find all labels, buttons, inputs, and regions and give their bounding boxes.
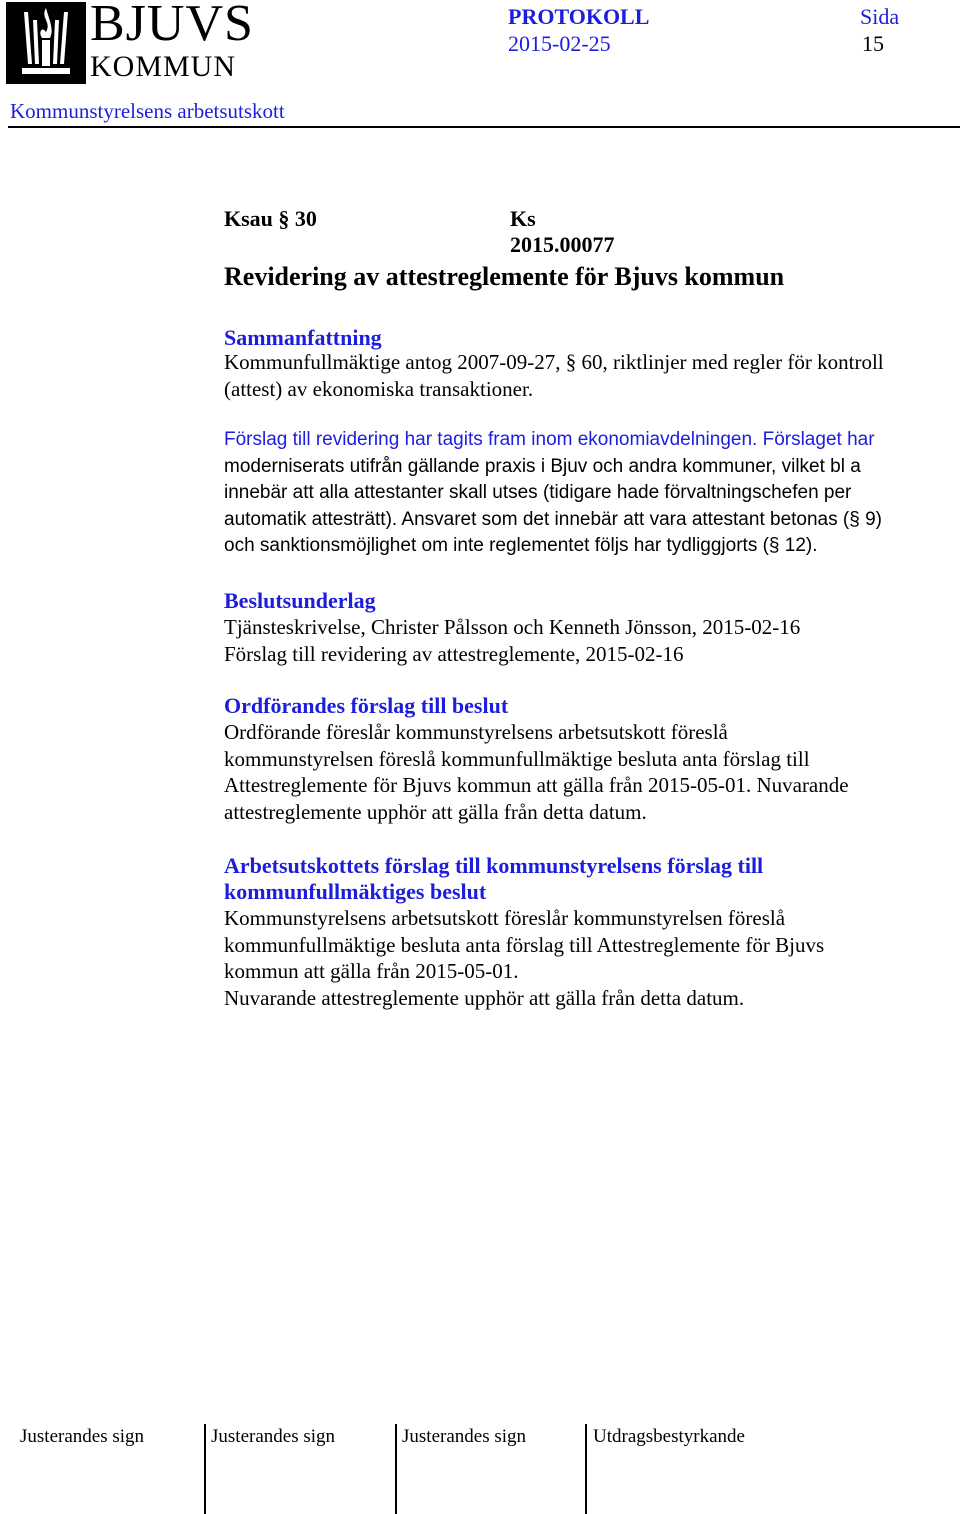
chair-proposal-line: attestreglemente upphör att gälla från detta datum. [224,799,647,824]
basis-heading: Beslutsunderlag [224,588,376,613]
logo-wordmark-bottom: KOMMUN [90,50,237,83]
chair-proposal-line: Attestreglemente för Bjuvs kommun att gälla från 2015-05-01. Nuvarande [224,773,849,797]
signature-label: Justerandes sign [211,1426,336,1447]
committee-proposal-line: kommun att gälla från 2015-05-01. [224,959,519,983]
signature-label: Justerandes sign [20,1426,145,1447]
torch-emblem-icon [6,2,86,84]
committee-proposal-line: Kommunstyrelsens arbetsutskott föreslår kommunstyrelsen föreslå [224,906,786,930]
summary-detail-line: automatik attesträtt). Ansvaret som det innebär att vara attestant betonas (§ 9) [224,508,882,530]
header-divider [8,126,960,128]
committee-proposal-line: kommunfullmäktige besluta anta förslag till Attestreglemente för Bjuvs [224,932,825,957]
signature-divider [204,1424,206,1514]
signature-label: Justerandes sign [402,1426,527,1447]
signature-divider [585,1424,587,1514]
summary-intro [224,349,954,402]
summary-detail-line: innebär att alla attestanter skall utses (tidigare hade förvaltningschefen per [224,482,852,503]
basis-item: Tjänsteskrivelse, Christer Pålsson och Kenneth Jönsson, 2015-02-16 [224,615,801,639]
case-line [224,206,615,257]
document-date: 2015-02-25 [508,31,611,56]
summary-intro-line: (attest) av ekonomiska transaktioner. [224,376,534,401]
page-label: Sida [860,4,900,29]
committee-proposal-text [224,905,954,1011]
basis-item: Förslag till revidering av attestreglemente, 2015-02-16 [224,641,684,666]
committee-proposal-heading [224,853,763,905]
case-reference: Ks 2015.00077 [510,206,615,257]
basis-list [224,614,954,667]
case-number: 30 [294,206,317,231]
page-number: 15 [862,31,884,56]
summary-detail [224,427,954,560]
signature-label: Utdragsbestyrkande [593,1426,745,1447]
organization-name: Kommunstyrelsens arbetsutskott [10,99,285,123]
document-type: PROTOKOLL [508,4,650,29]
signature-divider [395,1424,397,1514]
chair-proposal-line: kommunstyrelsen föreslå kommunfullmäktige besluta anta förslag till [224,746,810,771]
case-section: Ksau [224,206,273,231]
summary-detail-line: och sanktionsmöjlighet om inte reglementet följs har tydliggjorts (§ 12). [224,535,818,556]
logo-wordmark-top: BJUVS [90,0,254,52]
chair-proposal-heading: Ordförandes förslag till beslut [224,693,509,718]
summary-detail-line: moderniserats utifrån gällande praxis i Bjuv och andra kommuner, vilket bl a [224,455,861,477]
committee-heading-line: kommunfullmäktiges beslut [224,879,487,904]
chair-proposal-line: Ordförande föreslår kommunstyrelsens arbetsutskott föreslå [224,720,728,744]
committee-heading-line: Arbetsutskottets förslag till kommunstyrelsens förslag till [224,853,764,878]
section-sign: § [278,206,290,231]
committee-proposal-line: Nuvarande attestreglemente upphör att gälla från detta datum. [224,985,745,1010]
summary-heading: Sammanfattning [224,325,382,350]
page-title: Revidering av attestreglemente för Bjuvs kommun [224,262,785,291]
chair-proposal-text [224,719,954,825]
summary-detail-line: Förslag till revidering har tagits fram inom ekonomiavdelningen. Förslaget har [224,429,875,450]
municipality-logo [6,2,254,86]
summary-intro-line: Kommunfullmäktige antog 2007-09-27, § 60, riktlinjer med regler för kontroll [224,350,884,374]
